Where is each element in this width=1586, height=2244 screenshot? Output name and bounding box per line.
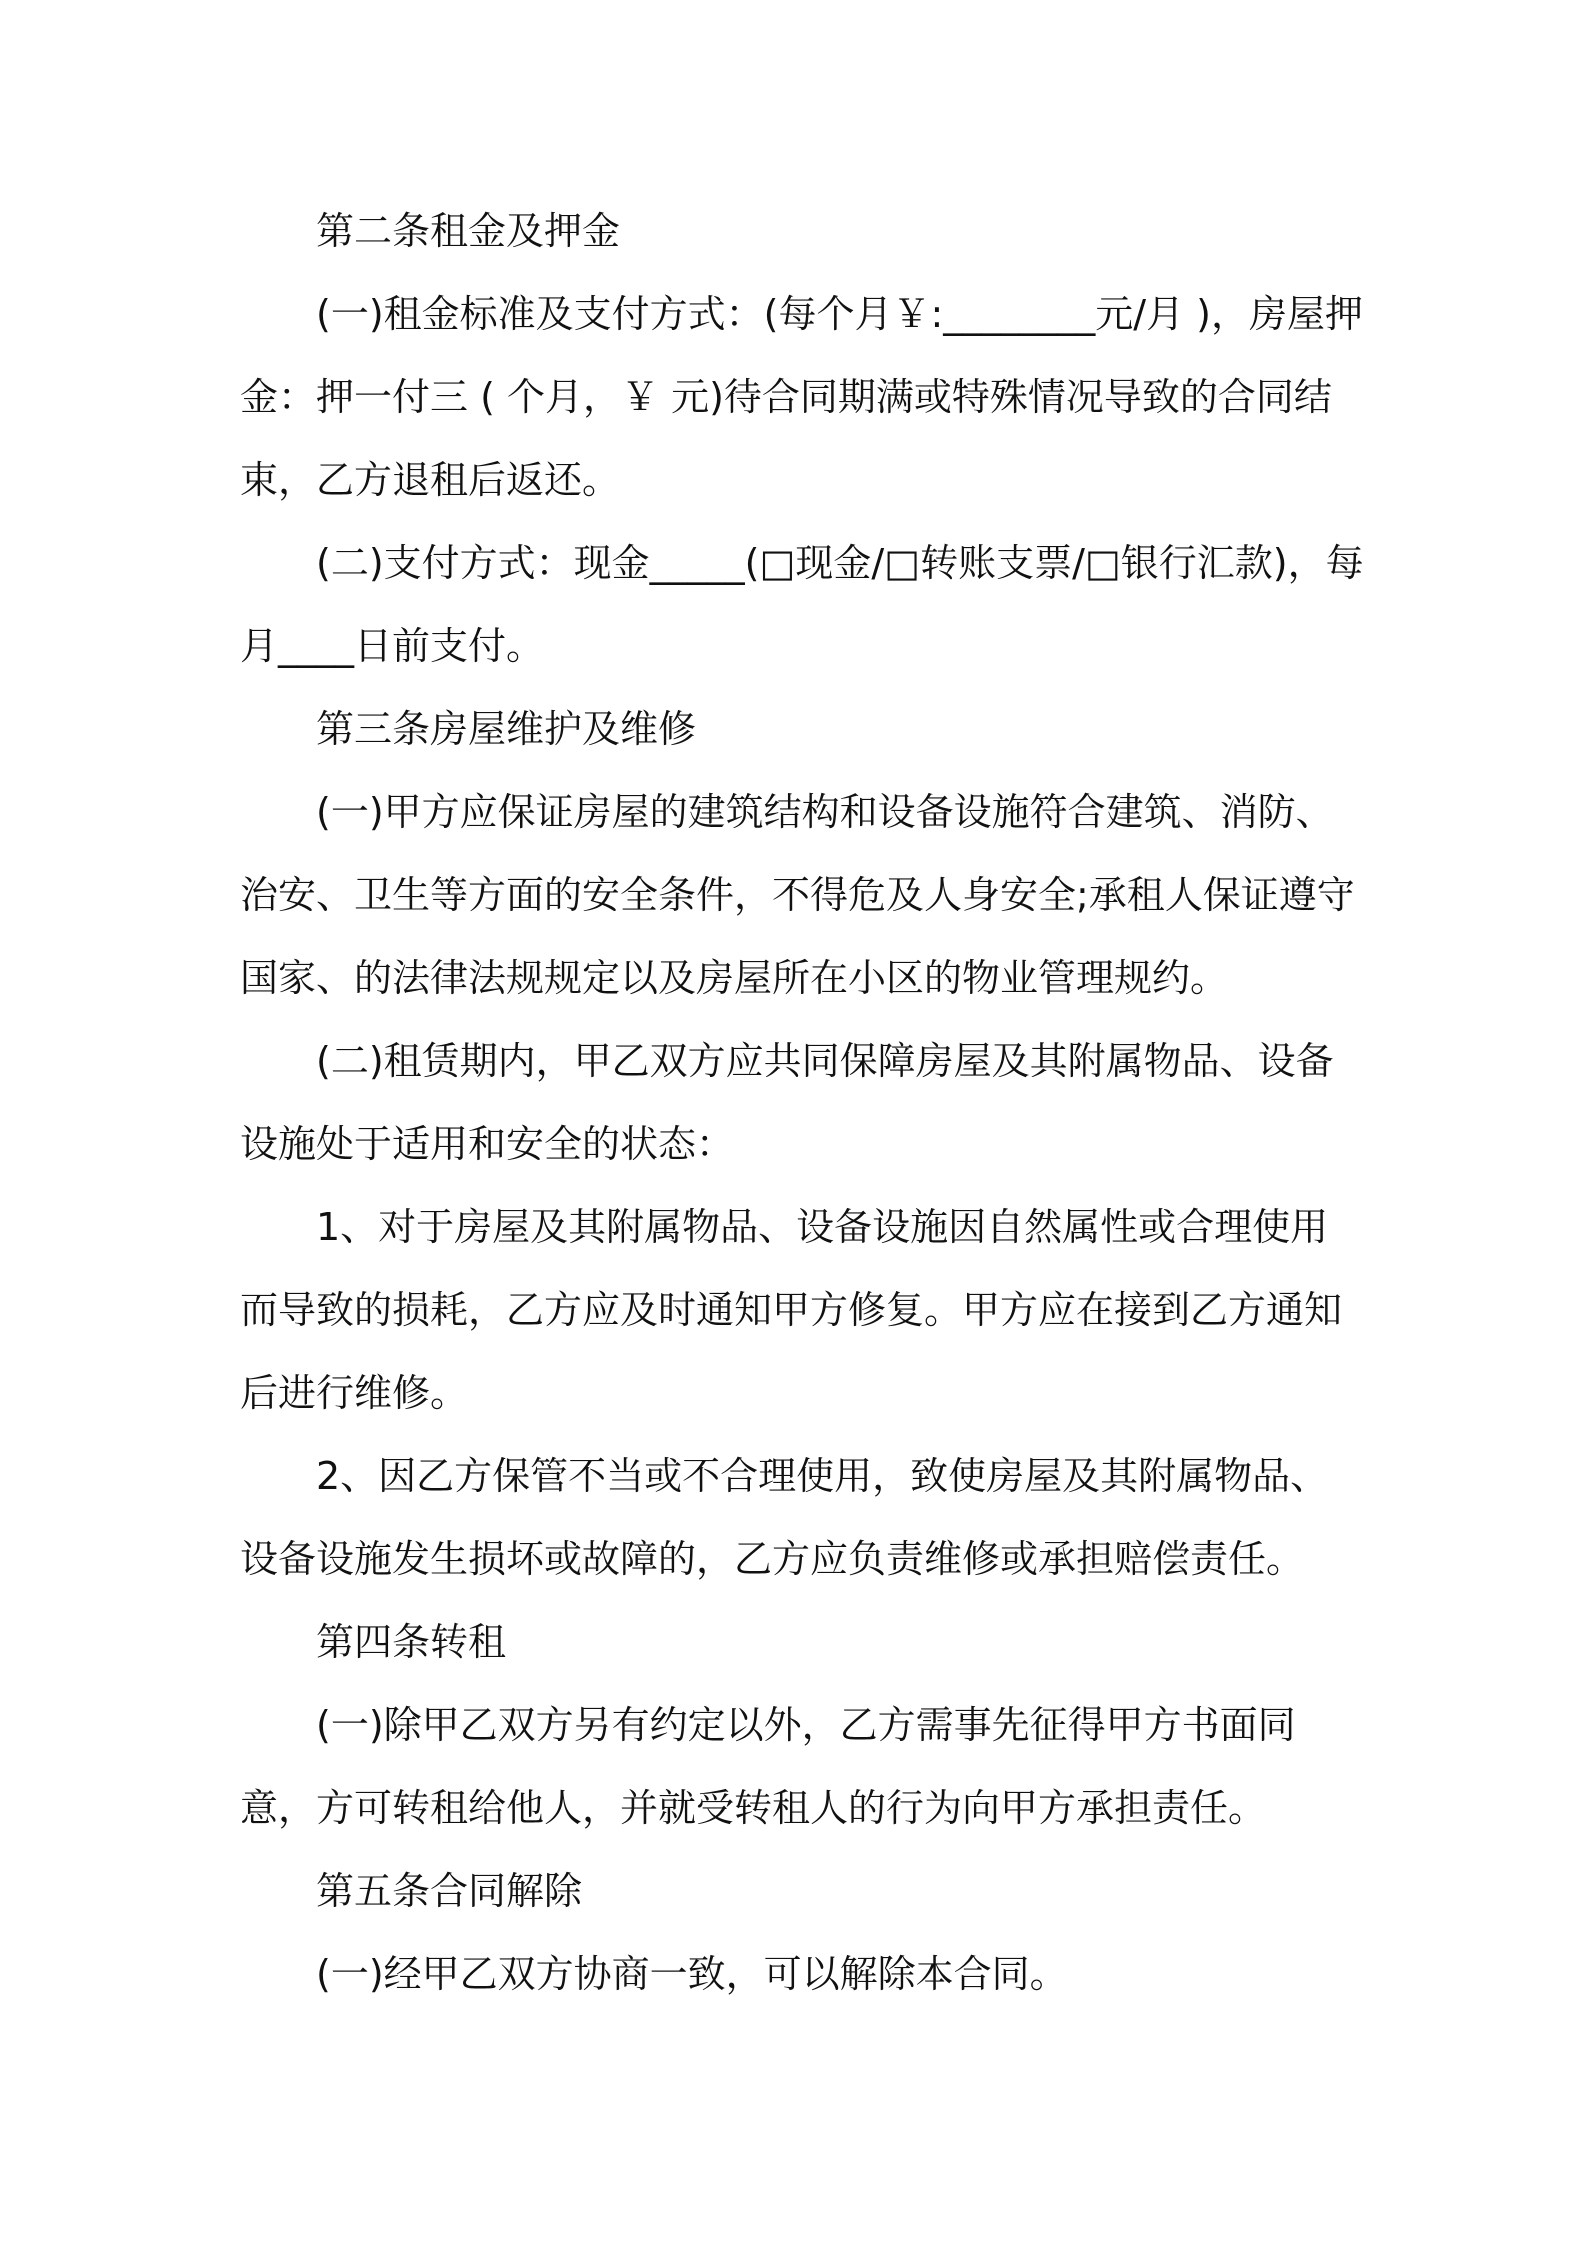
section-heading-termination: 第五条合同解除 <box>316 1869 583 1913</box>
section-heading-rent-deposit: 第二条租金及押金 <box>316 209 621 253</box>
document-body <box>240 190 1365 2016</box>
paragraph: 1、对于房屋及其附属物品、设备设施因自然属性或合理使用而导致的损耗，乙方应及时通知甲方修复。甲方应在接到乙方通知后进行维修。 <box>240 1205 1343 1415</box>
paragraph: (一)经甲乙双方协商一致，可以解除本合同。 <box>316 1952 1068 1996</box>
paragraph: (一)甲方应保证房屋的建筑结构和设备设施符合建筑、消防、治安、卫生等方面的安全条件，不得危及人身安全;承租人保证遵守国家、的法律法规规定以及房屋所在小区的物业管理规约。 <box>240 790 1355 1000</box>
paragraph: (一)除甲乙双方另有约定以外，乙方需事先征得甲方书面同意，方可转租给他人，并就受转租人的行为向甲方承担责任。 <box>240 1703 1296 1830</box>
paragraph: (一)租金标准及支付方式：(每个月￥:________元/月 )，房屋押金：押一付三 ( 个月，￥ 元)待合同期满或特殊情况导致的合同结束，乙方退租后返还。 <box>240 292 1363 502</box>
paragraph: (二)支付方式：现金_____(□现金/□转账支票/□银行汇款)，每月____日前支付。 <box>240 541 1364 668</box>
section-heading-maintenance: 第三条房屋维护及维修 <box>316 707 697 751</box>
paragraph: 2、因乙方保管不当或不合理使用，致使房屋及其附属物品、设备设施发生损坏或故障的，乙方应负责维修或承担赔偿责任。 <box>240 1454 1329 1581</box>
paragraph: (二)租赁期内，甲乙双方应共同保障房屋及其附属物品、设备设施处于适用和安全的状态： <box>240 1039 1334 1166</box>
section-heading-sublease: 第四条转租 <box>316 1620 507 1664</box>
